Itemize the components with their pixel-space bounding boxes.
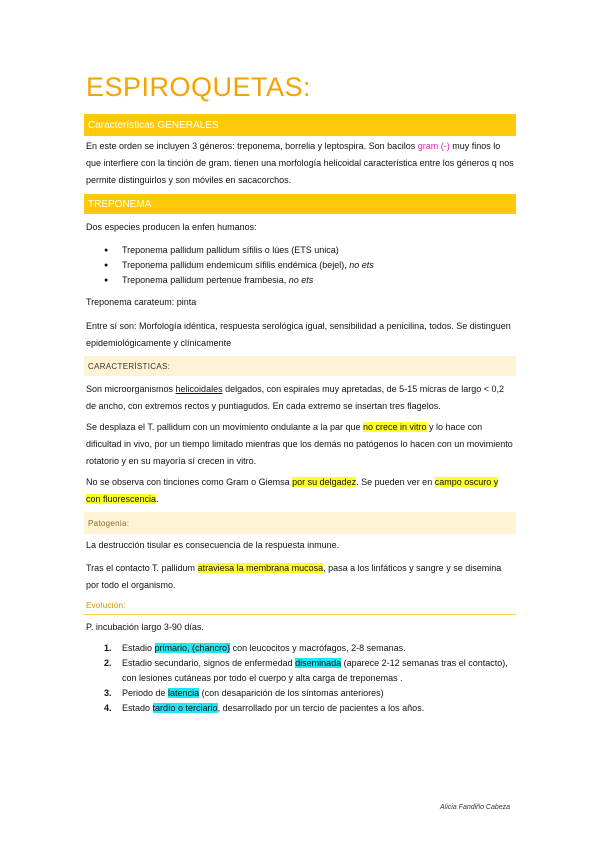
text: Periodo de [122, 688, 169, 698]
text: (con desaparición de los síntomas anteriores) [199, 688, 384, 698]
general-text-a: En este orden se incluyen 3 géneros: treponema, borrelia y leptospira. Son bacilos [86, 141, 418, 151]
list-item [86, 641, 514, 656]
list-item [86, 701, 514, 716]
highlight: tardío o terciario [152, 703, 218, 713]
section-header-general: Características GENERALES [84, 114, 516, 136]
text: Se desplaza el T. pallidum con un movimiento ondulante a la par que [86, 422, 364, 432]
highlight: no crece in vitro [363, 422, 427, 432]
general-text-b: muy finos lo que interfiere con la tinción de gram. tienen una morfología helicoidal característica entre los géneros q nos permite distinguirlos y son móviles en sacacorchos. [86, 141, 514, 185]
caract-paragraph-1 [86, 381, 514, 415]
section-header-treponema: TREPONEMA [84, 194, 516, 214]
text: (aparece 2-12 semanas tras el contacto), con lesiones cutáneas por todo el cuerpo y alta carga de treponemas . [122, 658, 508, 683]
list-number: 4. [104, 703, 112, 713]
text: Estadio secundario, signos de enfermedad [122, 658, 296, 668]
carateum-line: Treponema carateum: pinta [86, 297, 197, 307]
text: delgados, con espirales muy apretadas, de 5-15 micras de largo < 0,2 de ancho, con extremos rectos y puntiagudos. En cada extremo se insertan tres flagelos. [86, 384, 504, 411]
highlight: latencia [168, 688, 200, 698]
general-paragraph [86, 138, 514, 189]
list-item [86, 273, 514, 288]
species-text: Treponema pallidum pallidum sífilis o lúes (ETS unica) [122, 245, 339, 255]
section-header-evolucion: Evolución: [86, 601, 126, 610]
species-intro: Dos especies producen la enfen humanos: [86, 222, 257, 232]
species-list [86, 243, 514, 288]
author-footer: Alicia Fandiño Cabeza [440, 804, 511, 811]
text: Son microorganismos [86, 384, 176, 394]
highlight: diseminada [295, 658, 342, 668]
highlight: por su delgadez [292, 477, 357, 487]
highlight: primario, (chancro) [154, 643, 231, 653]
pato-paragraph-1: La destrucción tisular es consecuencia de la respuesta inmune. [86, 540, 340, 550]
pato-paragraph-2 [86, 560, 514, 594]
divider [84, 614, 516, 615]
underlined-term: helicoidales [175, 384, 223, 394]
species-text: Treponema pallidum pertenue frambesia, [122, 275, 289, 285]
incubacion-line: P. incubación largo 3-90 días. [86, 622, 204, 632]
text: Estado [122, 703, 153, 713]
text: No se observa con tinciones como Gram o Giemsa [86, 477, 293, 487]
text: Tras el contacto T. pallidum [86, 563, 198, 573]
highlight: campo oscuro y con fluorescencia [86, 477, 499, 504]
list-number: 1. [104, 643, 112, 653]
text: . [156, 494, 159, 504]
text: , desarrollado por un tercio de pacientes a los años. [217, 703, 425, 713]
list-item [86, 258, 514, 273]
species-note: no ets [349, 260, 374, 270]
caract-paragraph-2 [86, 419, 514, 470]
caract-paragraph-3 [86, 474, 514, 508]
list-item [86, 686, 514, 701]
species-text: Treponema pallidum endemicum sífilis endémica (bejel), [122, 260, 350, 270]
text: , pasa a los linfáticos y sangre y se disemina por todo el organismo. [86, 563, 502, 590]
section-header-patogenia: Patogenia: [84, 512, 516, 534]
text: y lo hace con dificultad in vivo, por un tiempo limitado mientras que los demás no patógenos lo hacen con un movimiento rotatorio y en su mayoría sí crecen in vitro. [86, 422, 513, 466]
highlight: atraviesa la membrana mucosa [197, 563, 324, 573]
section-header-caracteristicas: CARACTERÍSTICAS: [84, 356, 516, 376]
gram-label: gram (-) [417, 141, 450, 151]
stages-list [86, 641, 514, 716]
text: con leucocitos y macrófagos, 2-8 semanas. [230, 643, 406, 653]
list-number: 3. [104, 688, 112, 698]
species-note: no ets [288, 275, 314, 285]
list-number: 2. [104, 658, 112, 668]
page-title: ESPIROQUETAS: [86, 72, 312, 102]
text: Estadio [122, 643, 155, 653]
text: . Se pueden ver en [356, 477, 435, 487]
between-paragraph: Entre sí son: Morfología idéntica, respuesta serológica igual, sensibilidad a penicilina, todos. Se distinguen epidemiológicamente y clínicamente [86, 321, 511, 348]
list-item [86, 656, 514, 686]
list-item [86, 243, 514, 258]
